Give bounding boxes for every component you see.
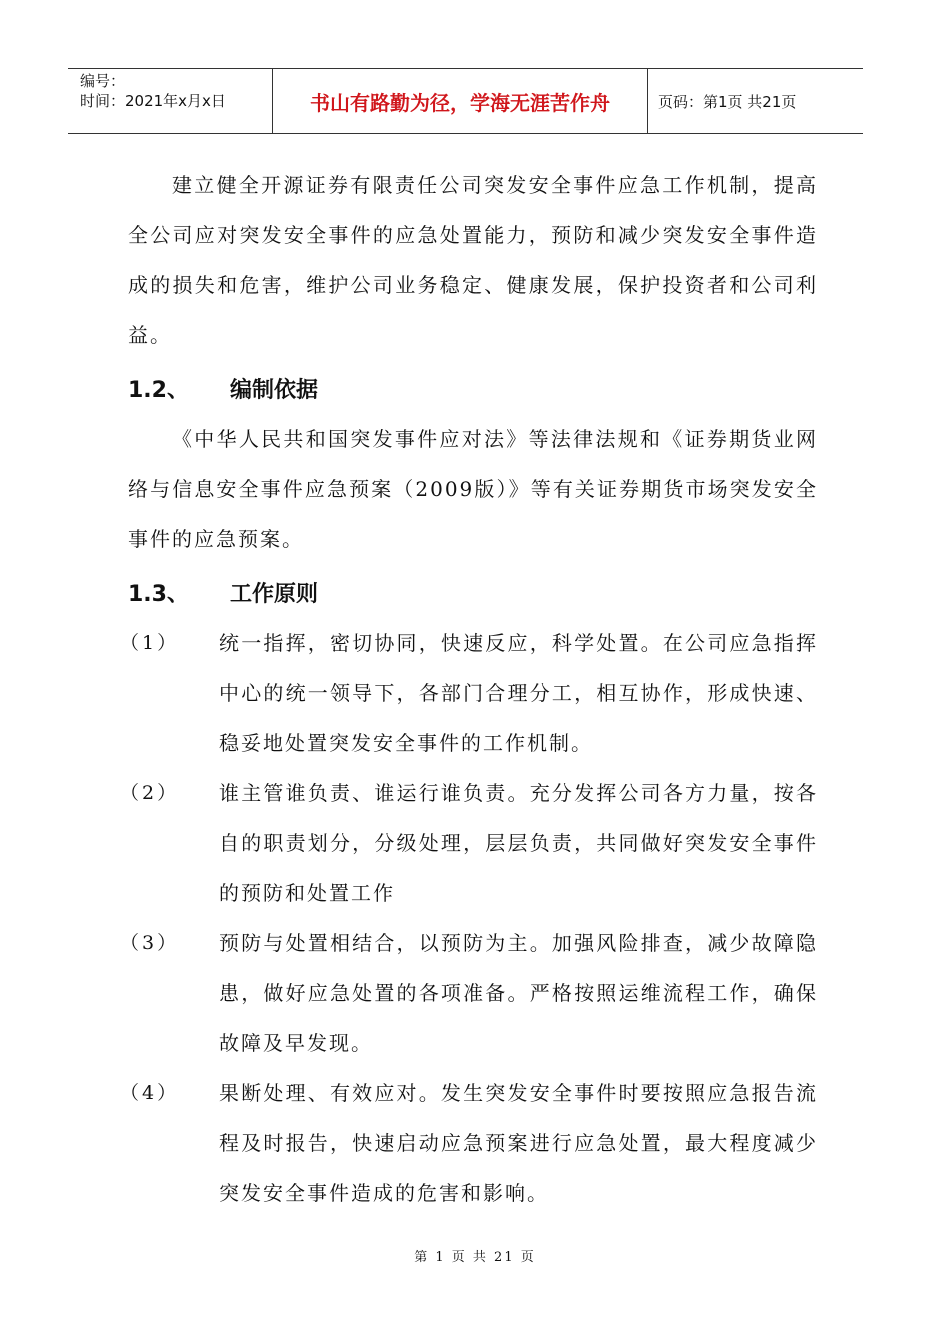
section-number: 1.3、 <box>128 581 189 607</box>
page-header <box>68 68 863 134</box>
list-item-mark: （1） <box>120 632 180 654</box>
list-item-mark: （3） <box>120 932 180 954</box>
header-time-label: 时间：2021年x月x日 <box>80 92 226 110</box>
list-item <box>120 918 818 1068</box>
list-item-mark: （2） <box>120 782 180 804</box>
header-number-label: 编号： <box>80 72 126 90</box>
list-item-text: 预防与处置相结合，以预防为主。加强风险排查，减少故障隐患，做好应急处置的各项准备。严格按照运维流程工作，确保故障及早发现。 <box>219 931 818 1055</box>
section-heading-1-3 <box>128 566 818 618</box>
section-title: 工作原则 <box>230 581 319 607</box>
section-title: 编制依据 <box>230 377 319 403</box>
list-item <box>120 768 818 918</box>
list-item-text: 统一指挥，密切协同，快速反应，科学处置。在公司应急指挥中心的统一领导下，各部门合理分工，相互协作，形成快速、稳妥地处置突发安全事件的工作机制。 <box>219 631 818 755</box>
list-item-text: 谁主管谁负责、谁运行谁负责。充分发挥公司各方力量，按各自的职责划分，分级处理，层层负责，共同做好突发安全事件的预防和处置工作 <box>219 781 818 905</box>
document-body <box>120 160 818 1218</box>
header-meta-cell <box>68 69 273 133</box>
list-item <box>120 618 818 768</box>
list-item-mark: （4） <box>120 1082 180 1104</box>
section-number: 1.2、 <box>128 377 189 403</box>
header-page-info: 页码：第1页 共21页 <box>658 92 797 111</box>
header-motto: 书山有路勤为径，学海无涯苦作舟 <box>273 69 648 133</box>
page-footer: 第 1 页 共 21 页 <box>414 1250 536 1265</box>
intro-paragraph: 建立健全开源证券有限责任公司突发安全事件应急工作机制，提高全公司应对突发安全事件的应急处置能力，预防和减少突发安全事件造成的损失和危害，维护公司业务稳定、健康发展，保护投资者和公司利益。 <box>128 173 818 347</box>
section-1-2-paragraph: 《中华人民共和国突发事件应对法》等法律法规和《证券期货业网络与信息安全事件应急预案（2009版）》等有关证券期货市场突发安全事件的应急预案。 <box>128 427 818 551</box>
list-item <box>120 1068 818 1218</box>
list-item-text: 果断处理、有效应对。发生突发安全事件时要按照应急报告流程及时报告，快速启动应急预案进行应急处置，最大程度减少突发安全事件造成的危害和影响。 <box>219 1081 818 1205</box>
section-heading-1-2 <box>128 362 818 414</box>
